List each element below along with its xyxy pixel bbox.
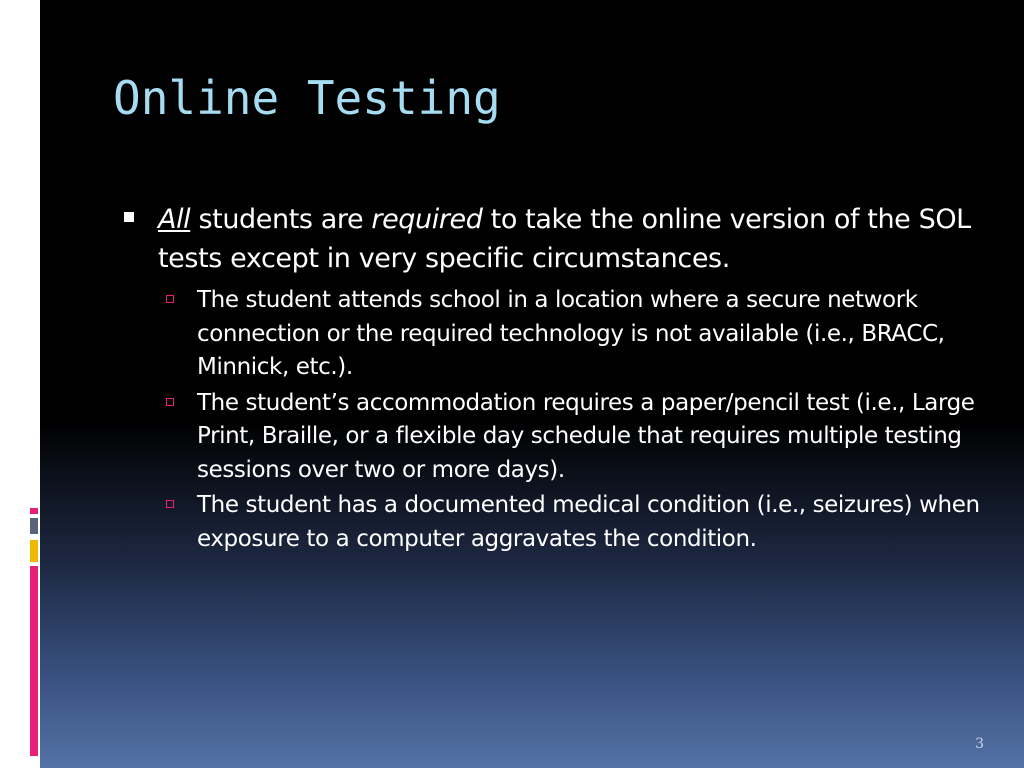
page-number: 3: [975, 736, 984, 752]
emphasis-all: All: [158, 204, 191, 235]
sub-bullet-item: [120, 387, 980, 488]
slide-body: [120, 200, 980, 558]
slide-title: Online Testing: [113, 71, 501, 125]
sub-bullet-text: The student attends school in a location where a secure network connection or the required technology is not available (i.e., BRACC, Minnick, etc.).: [197, 287, 945, 380]
sub-bullet-text: The student has a documented medical condition (i.e., seizures) when exposure to a computer aggravates the condition.: [197, 492, 980, 552]
main-bullet-item: [120, 200, 980, 278]
sub-bullet-text: The student’s accommodation requires a paper/pencil test (i.e., Large Print, Braille, or a flexible day schedule that requires multiple testing sessions over two or more days).: [197, 389, 975, 483]
hollow-square-bullet-icon: [166, 398, 174, 406]
emphasis-required: required: [371, 204, 483, 235]
accent-bar-pink-top: [30, 508, 38, 514]
main-bullet-text-1: students are: [190, 204, 372, 235]
accent-bar-gray: [30, 518, 38, 534]
hollow-square-bullet-icon: [166, 295, 174, 303]
sub-bullet-list: [120, 284, 980, 556]
accent-bar-yellow: [30, 540, 38, 562]
sub-bullet-item: [120, 489, 980, 556]
accent-bar-pink: [30, 566, 38, 756]
hollow-square-bullet-icon: [166, 500, 174, 508]
square-bullet-icon: [124, 212, 134, 222]
sub-bullet-item: [120, 284, 980, 385]
main-bullet-text-2: to take the online version of the SOL tests except in very specific circumstances.: [158, 204, 971, 274]
